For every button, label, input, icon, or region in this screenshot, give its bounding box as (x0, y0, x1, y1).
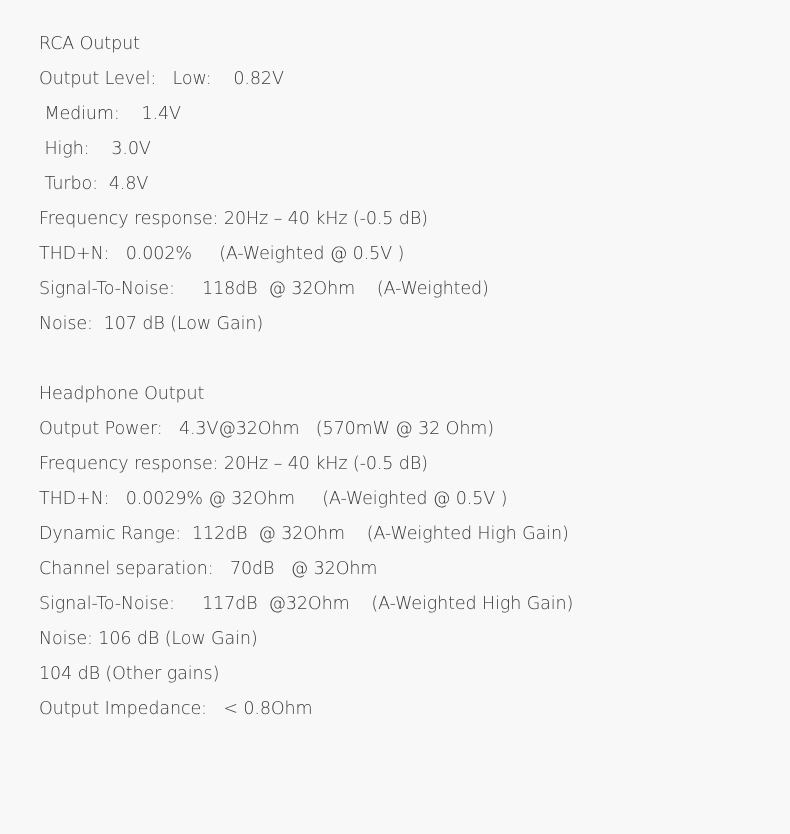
spec-sheet (39, 27, 779, 727)
rca-output-level-turbo: Turbo: 4.8V (39, 174, 149, 194)
headphone-output-impedance: Output Impedance: < 0.8Ohm (39, 699, 313, 719)
headphone-noise: Noise: 106 dB (Low Gain) (39, 629, 258, 649)
rca-output-level-high: High: 3.0V (39, 139, 151, 159)
rca-output-section (39, 27, 779, 342)
section-spacer (39, 342, 779, 377)
headphone-noise-other-gains: 104 dB (Other gains) (39, 664, 220, 684)
rca-noise: Noise: 107 dB (Low Gain) (39, 314, 264, 334)
headphone-output-section (39, 377, 779, 727)
headphone-frequency-response: Frequency response: 20Hz – 40 kHz (-0.5 dB) (39, 454, 428, 474)
rca-thd-n: THD+N: 0.002% (A-Weighted @ 0.5V ) (39, 244, 405, 264)
headphone-signal-to-noise: Signal-To-Noise: 117dB @32Ohm (A-Weighted High Gain) (39, 594, 574, 614)
headphone-channel-separation: Channel separation: 70dB @ 32Ohm (39, 559, 378, 579)
rca-frequency-response: Frequency response: 20Hz – 40 kHz (-0.5 dB) (39, 209, 428, 229)
headphone-output-power: Output Power: 4.3V@32Ohm (570mW @ 32 Ohm) (39, 419, 494, 439)
headphone-dynamic-range: Dynamic Range: 112dB @ 32Ohm (A-Weighted High Gain) (39, 524, 569, 544)
rca-output-level-medium: Medium: 1.4V (39, 104, 181, 124)
headphone-output-heading: Headphone Output (39, 384, 205, 404)
headphone-thd-n: THD+N: 0.0029% @ 32Ohm (A-Weighted @ 0.5V ) (39, 489, 508, 509)
rca-signal-to-noise: Signal-To-Noise: 118dB @ 32Ohm (A-Weighted) (39, 279, 489, 299)
rca-output-level: Output Level: Low: 0.82V (39, 69, 284, 89)
rca-output-heading: RCA Output (39, 34, 140, 54)
